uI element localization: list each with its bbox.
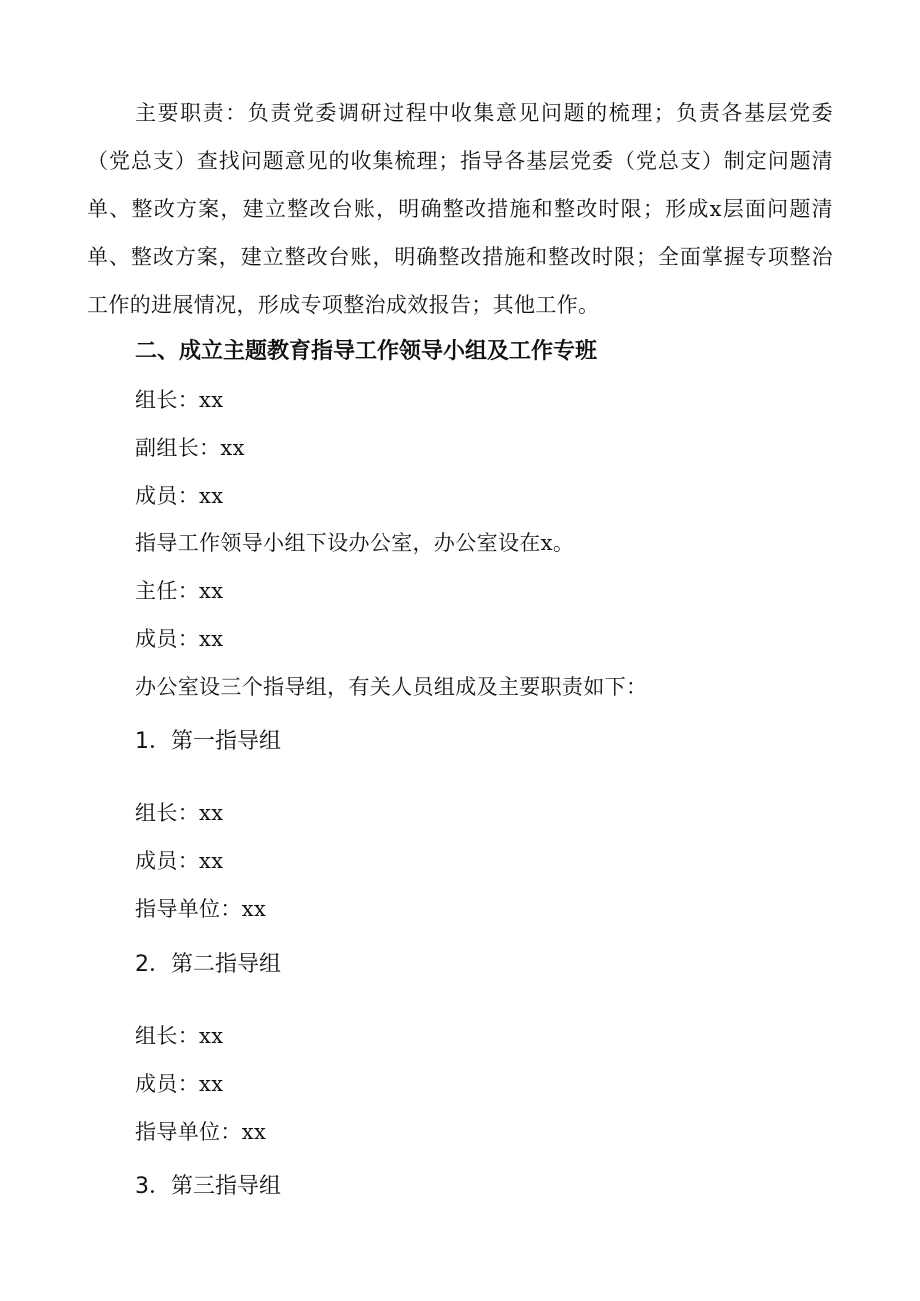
groups-intro-line: 办公室设三个指导组，有关人员组成及主要职责如下： xyxy=(135,675,648,699)
intro-paragraph: 主要职责：负责党委调研过程中收集意见问题的梳理；负责各基层党委（党总支）查找问题意见的收集梳理；指导各基层党委（党总支）制定问题清单、整改方案，建立整改台账，明确整改措施和整改时限；形成x层面问题清单、整改方案，建立整改台账，明确整改措施和整改时限；全面掌握专项整治工作的进展情况，形成专项整治成效报告；其他工作。 xyxy=(87,101,833,317)
group-1-unit: 指导单位：xx xyxy=(135,897,267,921)
group-2-unit: 指导单位：xx xyxy=(135,1120,267,1144)
group-1-members: 成员：xx xyxy=(135,849,224,873)
group-2-leader: 组长：xx xyxy=(135,1024,224,1048)
group-1-leader: 组长：xx xyxy=(135,801,224,825)
office-members-line: 成员：xx xyxy=(135,627,224,651)
section-2-heading: 二、成立主题教育指导工作领导小组及工作专班 xyxy=(135,339,598,364)
director-line: 主任：xx xyxy=(135,579,224,603)
group-3-heading: 3．第三指导组 xyxy=(135,1174,281,1199)
leader-line: 组长：xx xyxy=(135,388,224,412)
deputy-leader-line: 副组长：xx xyxy=(135,436,245,460)
group-2-heading: 2．第二指导组 xyxy=(135,952,281,977)
group-2-members: 成员：xx xyxy=(135,1072,224,1096)
members-line: 成员：xx xyxy=(135,484,224,508)
office-note-line: 指导工作领导小组下设办公室，办公室设在x。 xyxy=(135,531,575,555)
group-1-heading: 1．第一指导组 xyxy=(135,729,281,754)
